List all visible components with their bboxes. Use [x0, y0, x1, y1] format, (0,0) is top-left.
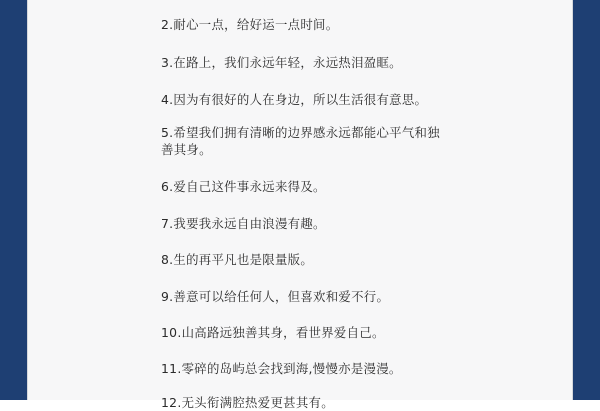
list-item: 6.爱自己这件事永远来得及。 — [161, 179, 326, 194]
list-item: 10.山高路远独善其身，看世界爱自己。 — [161, 325, 385, 340]
list-item: 9.善意可以给任何人，但喜欢和爱不行。 — [161, 289, 390, 304]
list-item: 4.因为有很好的人在身边，所以生活很有意思。 — [161, 92, 428, 107]
right-border-panel — [573, 0, 600, 400]
list-item: 12.无头衔满腔热爱更甚其有。 — [161, 395, 334, 410]
left-border-panel — [0, 0, 27, 400]
list-item: 11.零碎的岛屿总会找到海,慢慢亦是漫漫。 — [161, 361, 402, 376]
list-item: 3.在路上，我们永远年轻，永远热泪盈眶。 — [161, 55, 402, 70]
document-sheet — [27, 0, 573, 410]
list-item: 2.耐心一点，给好运一点时间。 — [161, 17, 339, 32]
list-item: 8.生的再平凡也是限量版。 — [161, 252, 314, 267]
list-item: 7.我要我永远自由浪漫有趣。 — [161, 216, 326, 231]
list-item: 5.希望我们拥有清晰的边界感永远都能心平气和独善其身。 — [161, 125, 440, 157]
